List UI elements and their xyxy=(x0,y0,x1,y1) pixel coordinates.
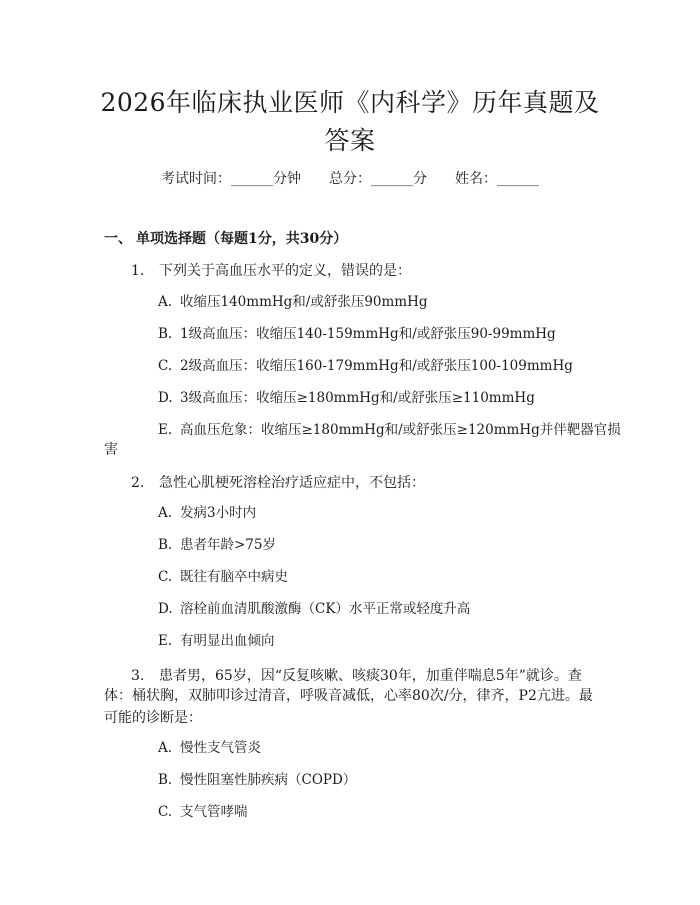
question-2-stem xyxy=(131,471,631,495)
option-text: 3级高血压：收缩压≥180mmHg和/或舒张压≥110mmHg xyxy=(180,390,535,406)
option-2-c xyxy=(158,567,288,587)
question-3-stem-line-3: 可能的诊断是： xyxy=(104,710,202,726)
question-number: 2. xyxy=(131,475,145,491)
option-text: 高血压危象：收缩压≥180mmHg和/或舒张压≥120mmHg并伴靶器官损 xyxy=(180,422,621,438)
option-label: A. xyxy=(158,294,173,310)
option-label: B. xyxy=(158,537,173,553)
option-text: 慢性支气管炎 xyxy=(180,740,261,756)
option-text: 2级高血压：收缩压160-179mmHg和/或舒张压100-109mmHg xyxy=(180,358,573,374)
option-label: C. xyxy=(158,358,173,374)
option-2-b xyxy=(158,535,276,555)
question-text: 急性心肌梗死溶栓治疗适应症中，不包括： xyxy=(159,475,425,491)
option-text: 1级高血压：收缩压140-159mmHg和/或舒张压90-99mmHg xyxy=(180,326,556,342)
option-text: 溶栓前血清肌酸激酶（CK）水平正常或轻度升高 xyxy=(180,601,471,617)
option-label: A. xyxy=(158,740,173,756)
page-title xyxy=(90,84,610,160)
question-3-stem-line-2: 体：桶状胸，双肺叩诊过清音，呼吸音减低，心率80次/分，律齐，P2亢进。最 xyxy=(104,688,593,704)
exam-time-label: 考试时间：______分钟 xyxy=(161,171,301,187)
option-2-d xyxy=(158,599,470,619)
section-title: 单项选择题（每题1分，共30分） xyxy=(136,231,348,247)
section-number: 一、 xyxy=(104,231,132,247)
option-label: A. xyxy=(158,505,173,521)
option-text: 慢性阻塞性肺疾病（COPD） xyxy=(180,772,357,788)
option-label: C. xyxy=(158,569,173,585)
option-1-a xyxy=(158,292,428,312)
name-label: 姓名：______ xyxy=(455,171,539,187)
option-2-e xyxy=(158,631,275,651)
option-1-e xyxy=(158,420,621,440)
option-text: 发病3小时内 xyxy=(180,505,257,521)
option-text: 患者年龄>75岁 xyxy=(180,537,276,553)
option-2-a xyxy=(158,503,256,523)
option-1-b xyxy=(158,324,556,344)
option-label: E. xyxy=(158,633,173,649)
option-label: B. xyxy=(158,772,173,788)
option-label: D. xyxy=(158,601,173,617)
question-text: 患者男，65岁，因“反复咳嗽、咳痰30年，加重伴喘息5年”就诊。查 xyxy=(159,668,582,684)
option-1-d xyxy=(158,388,535,408)
option-3-a xyxy=(158,738,261,758)
option-3-b xyxy=(158,770,356,790)
title-line-2: 答案 xyxy=(324,126,376,155)
option-text: 有明显出血倾向 xyxy=(180,633,275,649)
exam-meta xyxy=(0,169,700,189)
option-3-c xyxy=(158,802,248,822)
question-number: 3. xyxy=(131,668,145,684)
option-text: 收缩压140mmHg和/或舒张压90mmHg xyxy=(180,294,428,310)
option-text: 既往有脑卒中病史 xyxy=(180,569,288,585)
option-1-e-continuation: 害 xyxy=(104,442,118,458)
option-label: E. xyxy=(158,422,173,438)
option-text: 支气管哮喘 xyxy=(180,804,248,820)
question-number: 1. xyxy=(131,263,145,279)
title-line-1: 2026年临床执业医师《内科学》历年真题及 xyxy=(100,88,600,117)
option-label: C. xyxy=(158,804,173,820)
total-score-label: 总分：______分 xyxy=(329,171,427,187)
question-text: 下列关于高血压水平的定义，错误的是： xyxy=(159,263,411,279)
option-1-c xyxy=(158,356,573,376)
question-1-stem xyxy=(131,259,631,283)
option-label: D. xyxy=(158,390,173,406)
option-label: B. xyxy=(158,326,173,342)
section-heading xyxy=(104,229,347,249)
